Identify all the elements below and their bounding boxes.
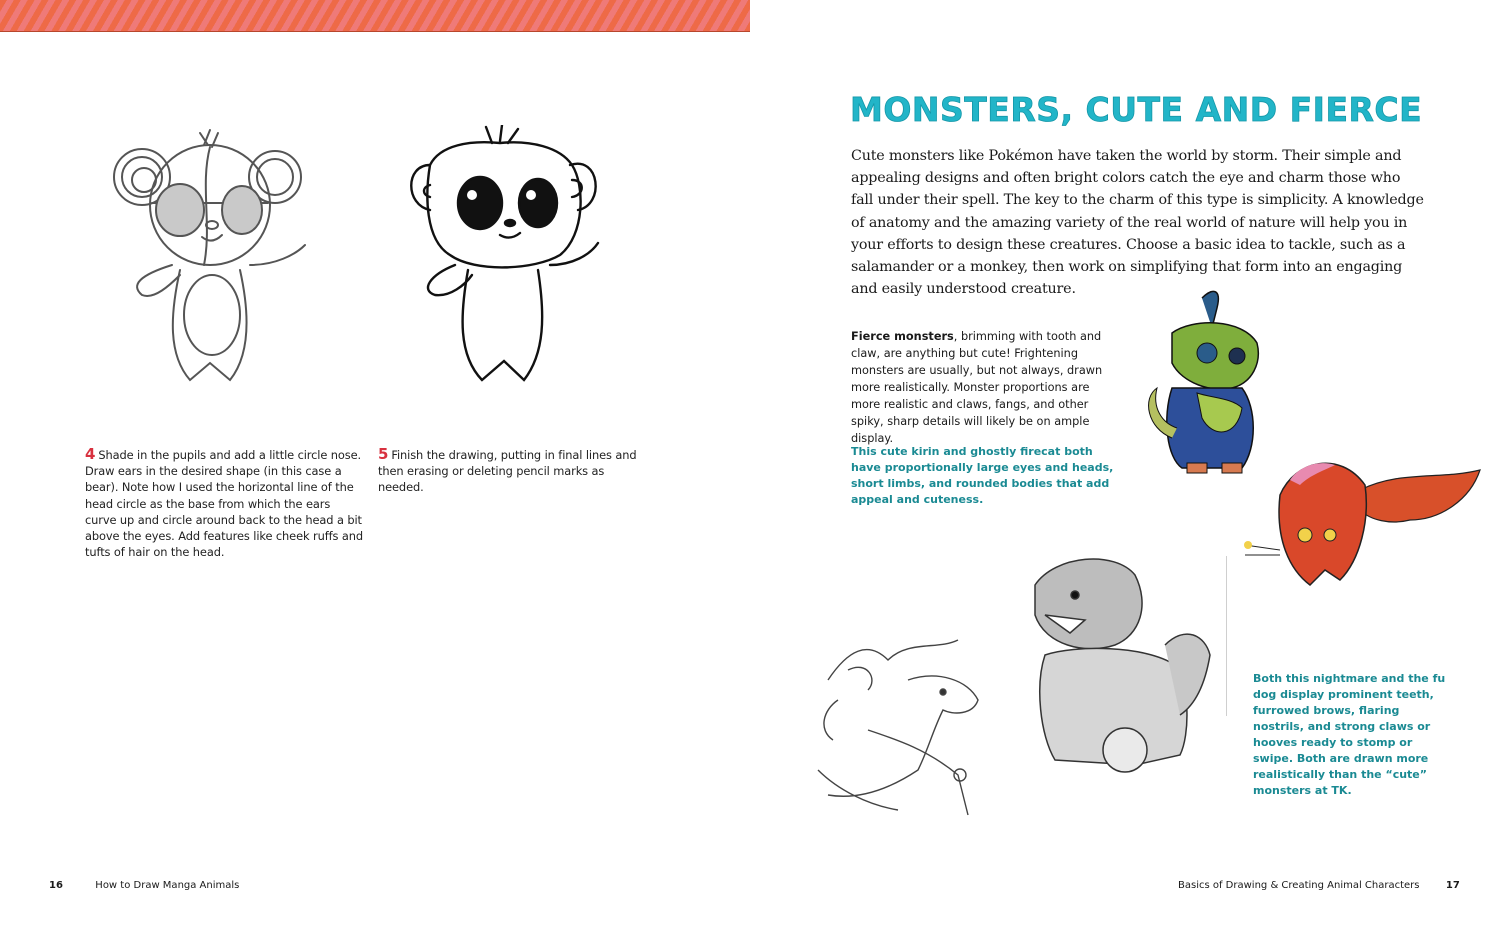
fierce-monsters-paragraph: Fierce monsters, brimming with tooth and claw, are anything but cute! Frightening monsters are usually, but not always, drawn more realistically. Monster proportions are more realistic and claws, fangs, and other spiky, sharp details will likely be on ample display. <box>851 330 1103 445</box>
page-title: MONSTERS, CUTE AND FIERCE <box>850 90 1423 129</box>
step-4-number: 4 <box>85 445 96 463</box>
step-5-text: 5 Finish the drawing, putting in final lines and then erasing or deleting pencil marks as needed. <box>378 445 637 495</box>
inked-bear-icon <box>400 125 610 390</box>
step-4-text: 4 Shade in the pupils and add a little circle nose. Draw ears in the desired shape (in this case a bear). Note how I used the horizontal line of the head circle as the base from which the ears curve up and circle around back to the head a bit above the eyes. Add features like cheek ruffs and tufts of hair on the head. <box>85 445 364 560</box>
fierce-lead: Fierce monsters <box>851 330 954 343</box>
pencil-sketch-bear-icon <box>100 125 310 395</box>
caption-cute-monsters: This cute kirin and ghostly firecat both have proportionally large eyes and heads, short limbs, and rounded bodies that add appeal and cuteness. <box>851 445 1114 506</box>
image-divider <box>1226 556 1227 716</box>
nightmare-horse-icon <box>808 620 993 820</box>
running-title-right: Basics of Drawing & Creating Animal Characters <box>1178 880 1420 891</box>
running-title-left: How to Draw Manga Animals <box>95 880 240 891</box>
page-number-left: 16 <box>49 880 63 891</box>
step-5-number: 5 <box>378 445 389 463</box>
caption-fierce-monsters: Both this nightmare and the fu dog display prominent teeth, furrowed brows, flaring nostrils, and strong claws or hooves ready to stomp or swipe. Both are drawn more realistically than the “cute” monsters at TK. <box>1253 672 1446 797</box>
page-number-right: 17 <box>1445 880 1460 891</box>
fu-dog-icon <box>1015 555 1220 785</box>
header-stripe-band <box>0 0 750 32</box>
left-footer <box>49 880 239 891</box>
intro-paragraph: Cute monsters like Pokémon have taken the world by storm. Their simple and appealing designs and often bright colors catch the eye and charm those who fall under their spell. The key to the charm of this type is simplicity. A knowledge of anatomy and the amazing variety of the real world of nature will help you in your efforts to design these creatures. Choose a basic idea to tackle, such as a salamander or a monkey, then work on simplifying that form into an engaging and easily understood creature. <box>851 148 1424 298</box>
right-footer <box>1178 880 1460 891</box>
firecat-icon <box>1240 450 1490 595</box>
